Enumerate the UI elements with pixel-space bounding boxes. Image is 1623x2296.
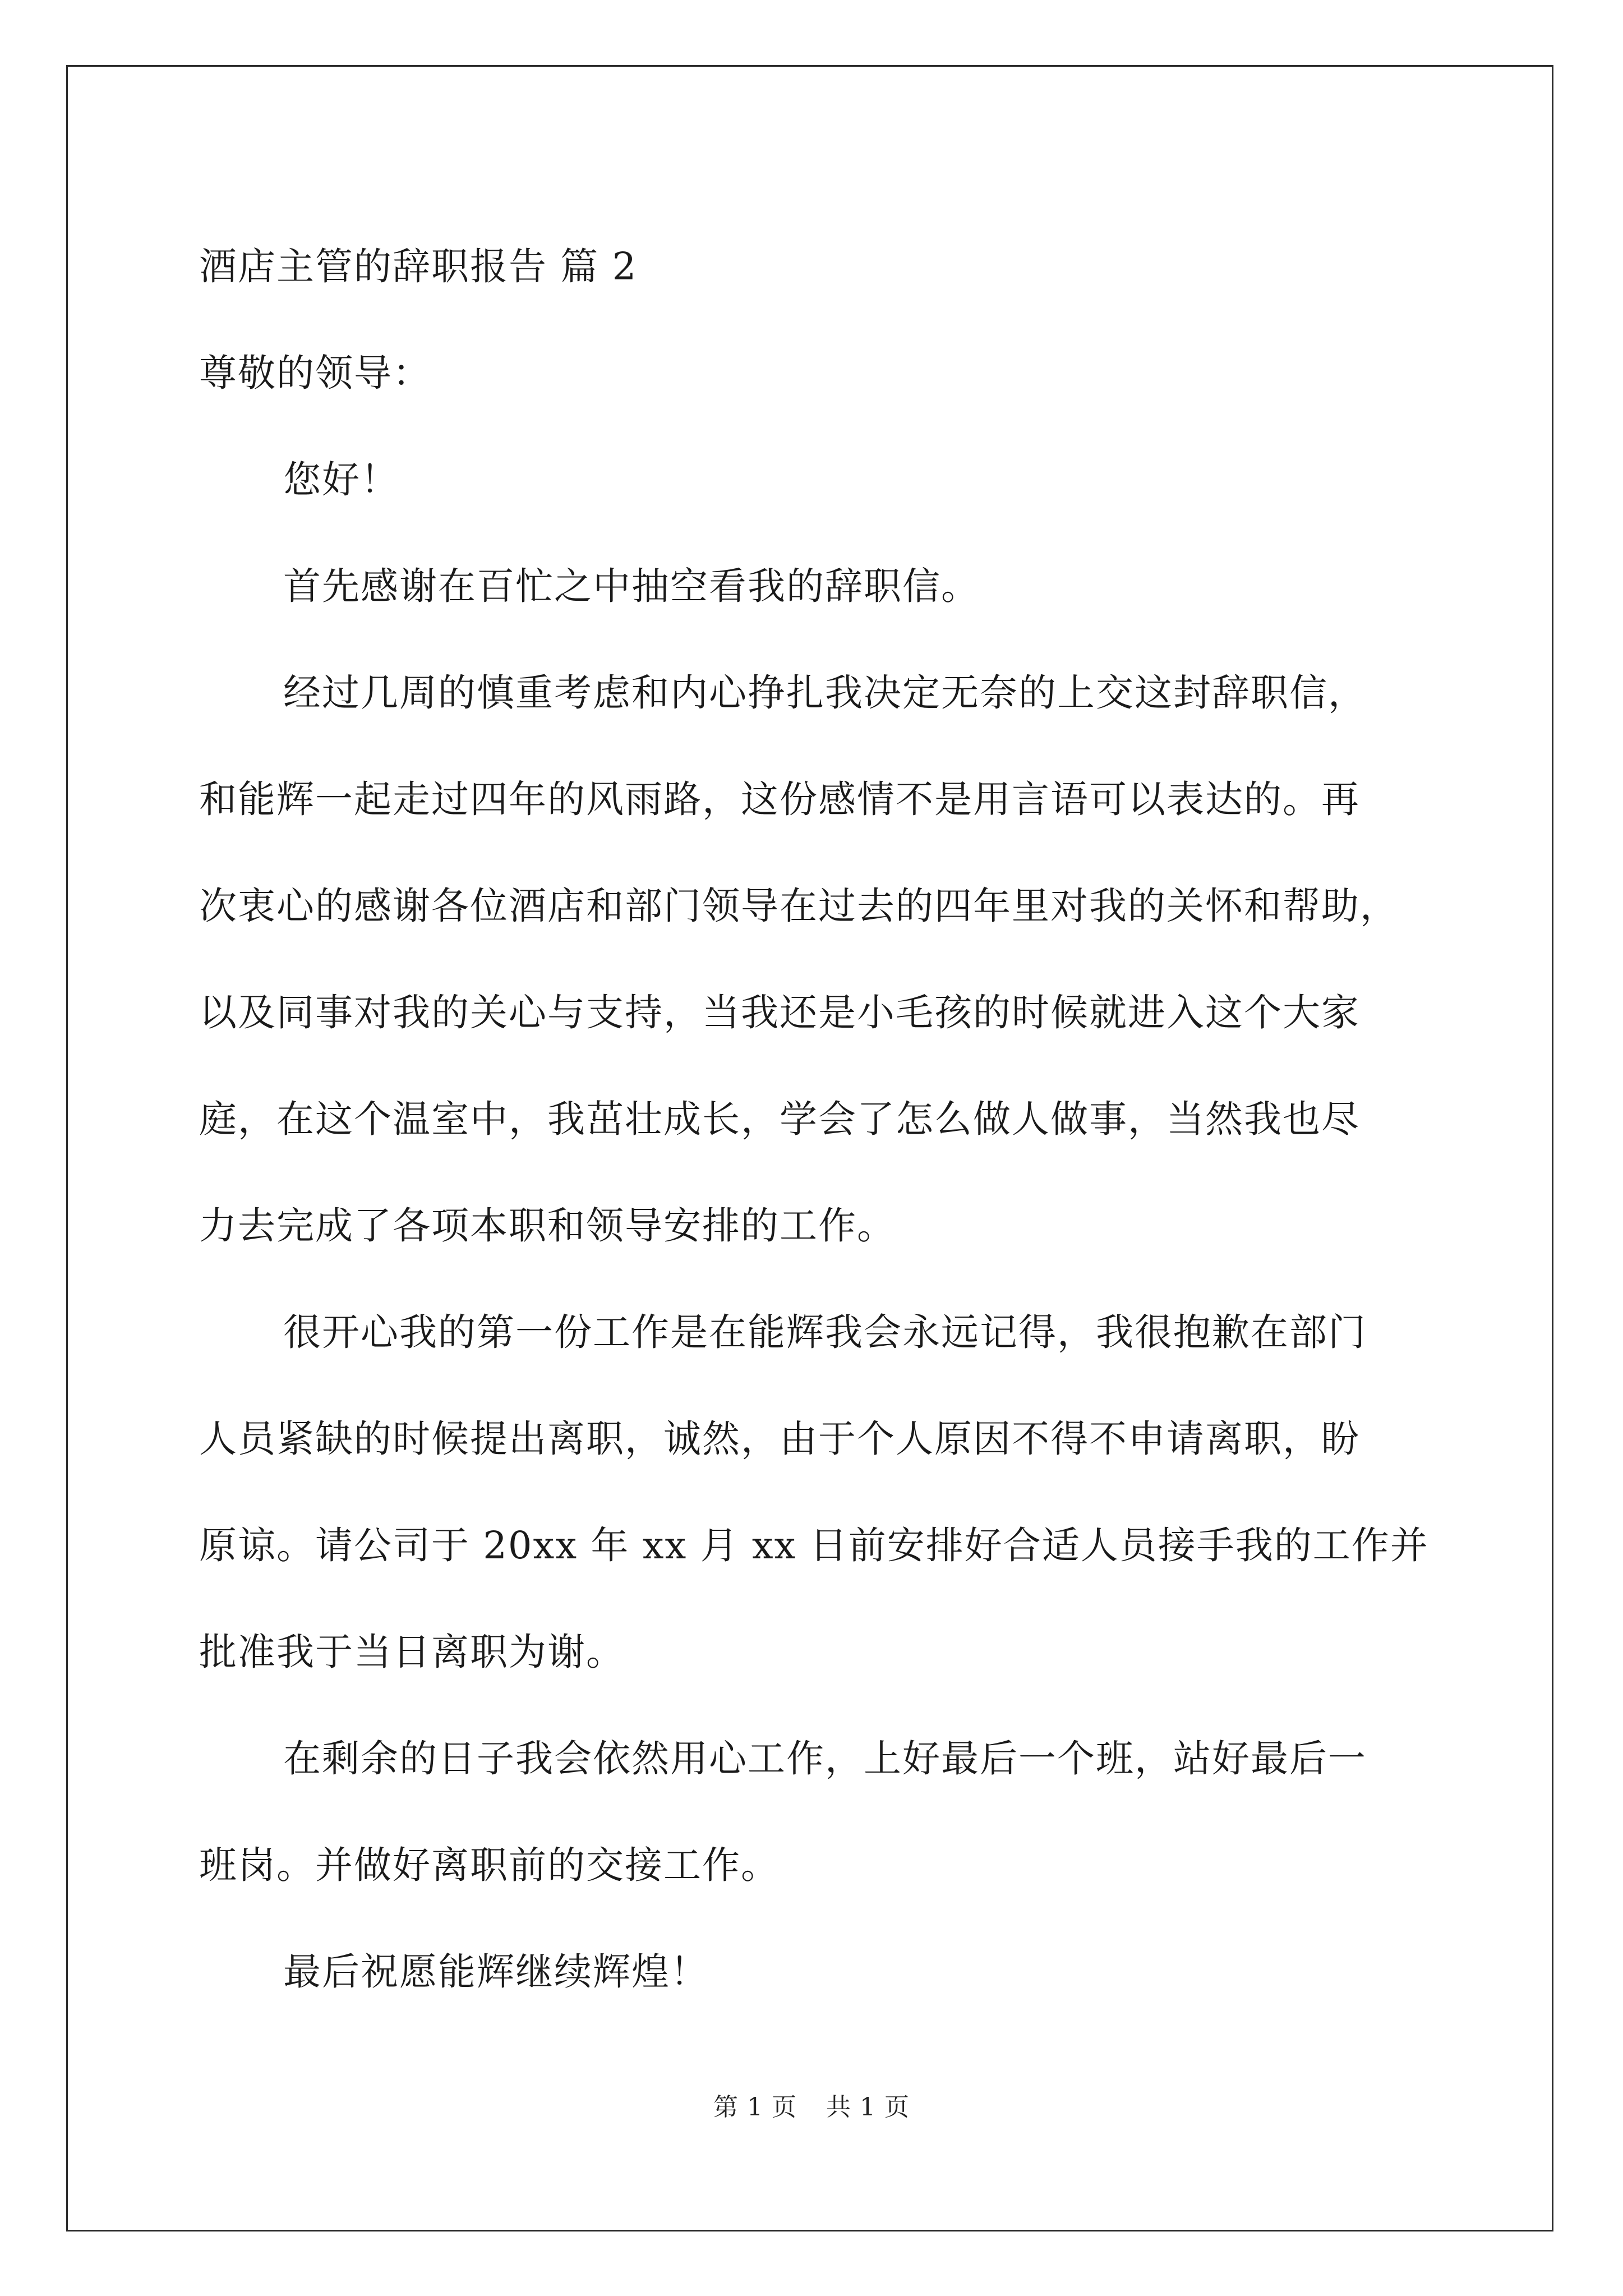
paragraph-line: 庭，在这个温室中，我茁壮成长，学会了怎么做人做事，当然我也尽	[199, 1097, 1360, 1141]
document-body	[199, 213, 1427, 2025]
paragraph-line: 次衷心的感谢各位酒店和部门领导在过去的四年里对我的关怀和帮助，	[199, 884, 1399, 928]
paragraph-line: 班岗。并做好离职前的交接工作。	[199, 1843, 780, 1887]
paragraph-2	[199, 639, 1427, 1279]
paragraph-5	[199, 1918, 1427, 2025]
page-number-current: 第 1 页	[713, 2093, 797, 2122]
salutation: 尊敬的领导：	[199, 351, 431, 395]
paragraph-line: 原谅。请公司于 20xx 年 xx 月 xx 日前安排好合适人员接手我的工作并	[199, 1524, 1429, 1567]
page-footer	[0, 2087, 1623, 2123]
paragraph-line: 批准我于当日离职为谢。	[199, 1630, 625, 1674]
paragraph-line: 首先感谢在百忙之中抽空看我的辞职信。	[283, 564, 980, 608]
paragraph-line: 很开心我的第一份工作是在能辉我会永远记得，我很抱歉在部门	[283, 1310, 1367, 1354]
paragraph-line: 力去完成了各项本职和领导安排的工作。	[199, 1204, 896, 1248]
paragraph-line: 在剩余的日子我会依然用心工作，上好最后一个班，站好最后一	[283, 1737, 1367, 1780]
paragraph-line: 以及同事对我的关心与支持，当我还是小毛孩的时候就进入这个大家	[199, 991, 1360, 1034]
document-title: 酒店主管的辞职报告 篇 2	[199, 245, 638, 288]
paragraph-line: 最后祝愿能辉继续辉煌！	[283, 1950, 709, 1994]
paragraph-line: 经过几周的慎重考虑和内心挣扎我决定无奈的上交这封辞职信，	[283, 671, 1367, 715]
paragraph-4	[199, 1705, 1427, 1918]
paragraph-3	[199, 1279, 1427, 1705]
paragraph-1	[199, 533, 1427, 639]
greeting: 您好！	[283, 458, 399, 501]
paragraph-line: 和能辉一起走过四年的风雨路，这份感情不是用言语可以表达的。再	[199, 777, 1360, 821]
page-number-total: 共 1 页	[826, 2093, 910, 2122]
paragraph-line: 人员紧缺的时候提出离职，诚然，由于个人原因不得不申请离职，盼	[199, 1417, 1360, 1461]
